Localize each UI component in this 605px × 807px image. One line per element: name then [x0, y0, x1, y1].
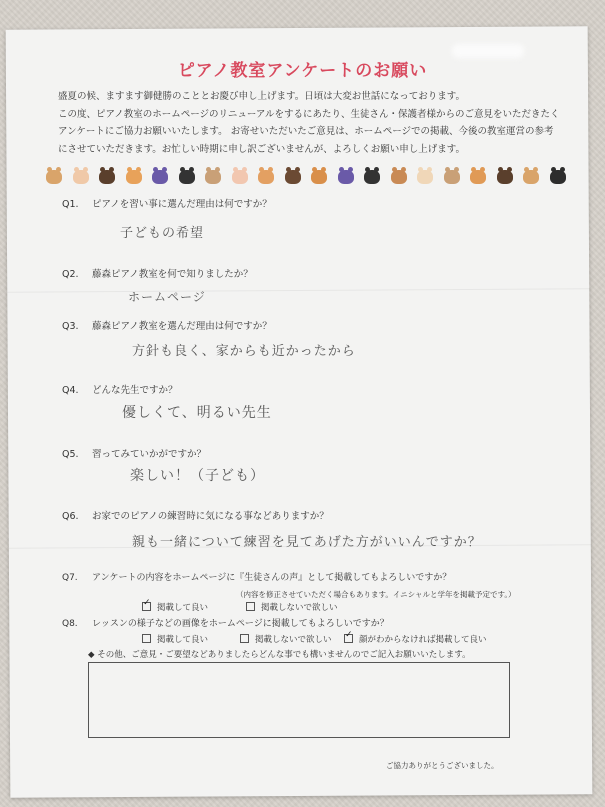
question-number: Q3.	[62, 321, 79, 332]
answer-3-handwritten: 方針も良く、家からも近かったから	[132, 344, 356, 359]
animal-face-icon	[523, 170, 539, 184]
animal-face-icon	[338, 170, 354, 184]
question-number: Q5.	[62, 449, 79, 460]
animal-face-icon	[232, 170, 248, 184]
animal-face-icon	[126, 170, 142, 184]
animal-face-icon	[46, 170, 62, 184]
option-label: 顔がわからなければ掲載して良い	[359, 635, 487, 645]
question-7	[62, 570, 451, 583]
question-text: アンケートの内容をホームページに『生徒さんの声』として掲載してもよろしいですか？	[92, 573, 452, 583]
option-label: 掲載して良い	[157, 603, 209, 613]
animal-face-icon	[73, 170, 89, 184]
animal-face-icon	[364, 170, 380, 184]
q8-option-face-hidden[interactable]	[344, 633, 487, 645]
q7-note: （内容を修正させていただく場合もあります。イニシャルと学年を掲載予定です。）	[236, 590, 516, 599]
intro-line: 盛夏の候、ますます御健勝のこととお慶び申し上げます。日頃は大変お世話になっております。	[58, 91, 465, 102]
animal-face-icon	[311, 170, 327, 184]
question-3	[62, 318, 272, 332]
answer-4-handwritten: 優しくて、明るい先生	[122, 405, 272, 421]
paper-fold	[7, 288, 589, 293]
comments-box[interactable]	[88, 662, 510, 738]
animal-face-icon	[258, 170, 274, 184]
thanks-text: ご協力ありがとうございました。	[386, 761, 499, 770]
answer-6-handwritten: 親も一緒について練習を見てあげた方がいいんですか？	[132, 535, 482, 550]
animal-face-icon	[497, 170, 513, 184]
question-2	[62, 266, 253, 280]
question-text: どんな先生ですか？	[92, 385, 178, 396]
question-number: Q4.	[62, 385, 79, 396]
answer-1-handwritten: 子どもの希望	[120, 226, 205, 241]
animal-face-icon	[99, 170, 115, 184]
question-text: お家でのピアノの練習時に気になる事などありますか？	[92, 511, 329, 522]
intro-line: アンケートにご協力お願いいたします。 お寄せいただいたご意見は、ホームページでの掲載、今後の教室運営の参考	[58, 126, 554, 137]
q8-option-decline[interactable]	[240, 633, 332, 645]
checkbox[interactable]	[240, 634, 249, 643]
question-number: Q6.	[62, 511, 79, 522]
question-text: ピアノを習い事に選んだ理由は何ですか？	[92, 199, 272, 210]
page-title: ピアノ教室アンケートのお願い	[177, 61, 428, 81]
q7-option-decline[interactable]	[246, 601, 338, 613]
animal-face-icon	[391, 170, 407, 184]
animal-face-icon	[444, 170, 460, 184]
answer-5-handwritten: 楽しい！（子ども）	[130, 468, 265, 484]
question-1	[62, 196, 272, 210]
animal-face-icon	[417, 170, 433, 184]
q8-option-agree[interactable]	[142, 633, 208, 645]
animal-face-icon	[470, 170, 486, 184]
checkbox-checked[interactable]	[344, 634, 353, 643]
animal-face-icon	[152, 170, 168, 184]
intro-line: にさせていただきます。お忙しい時期に申し訳ございませんが、よろしくお願い申し上げます。	[58, 143, 465, 155]
option-label: 掲載して良い	[157, 635, 209, 645]
animal-border	[46, 170, 566, 186]
question-text: 藤森ピアノ教室を何で知りましたか？	[92, 269, 253, 280]
answer-2-handwritten: ホームページ	[128, 290, 206, 304]
option-label: 掲載しないで欲しい	[255, 635, 332, 645]
animal-face-icon	[285, 170, 301, 184]
intro-line: この度、ピアノ教室のホームページのリニューアルをするにあたり、生徒さん・保護者様からのご意見をいただきたく	[58, 108, 560, 120]
question-number: Q8.	[62, 619, 78, 629]
question-number: Q7.	[62, 573, 78, 583]
question-5	[62, 446, 206, 460]
question-8	[62, 616, 389, 629]
question-number: Q2.	[62, 269, 79, 280]
intro-text	[58, 88, 558, 158]
question-4	[62, 382, 178, 396]
checkbox-checked[interactable]	[142, 602, 151, 611]
question-6	[62, 508, 329, 522]
animal-face-icon	[550, 170, 566, 184]
other-comments-prompt: ◆ その他、ご意見・ご要望などありましたらどんな事でも構いませんのでご記入お願いいたします。	[88, 650, 471, 660]
question-number: Q1.	[62, 199, 79, 210]
question-text: 藤森ピアノ教室を選んだ理由は何ですか？	[92, 321, 272, 332]
animal-face-icon	[205, 170, 221, 184]
q7-option-agree[interactable]	[142, 601, 208, 613]
option-label: 掲載しないで欲しい	[261, 603, 338, 613]
checkbox[interactable]	[142, 634, 151, 643]
question-text: レッスンの様子などの画像をホームページに掲載してもよろしいですか？	[92, 619, 389, 629]
animal-face-icon	[179, 170, 195, 184]
checkbox[interactable]	[246, 602, 255, 611]
question-text: 習ってみていかがですか？	[92, 449, 207, 460]
